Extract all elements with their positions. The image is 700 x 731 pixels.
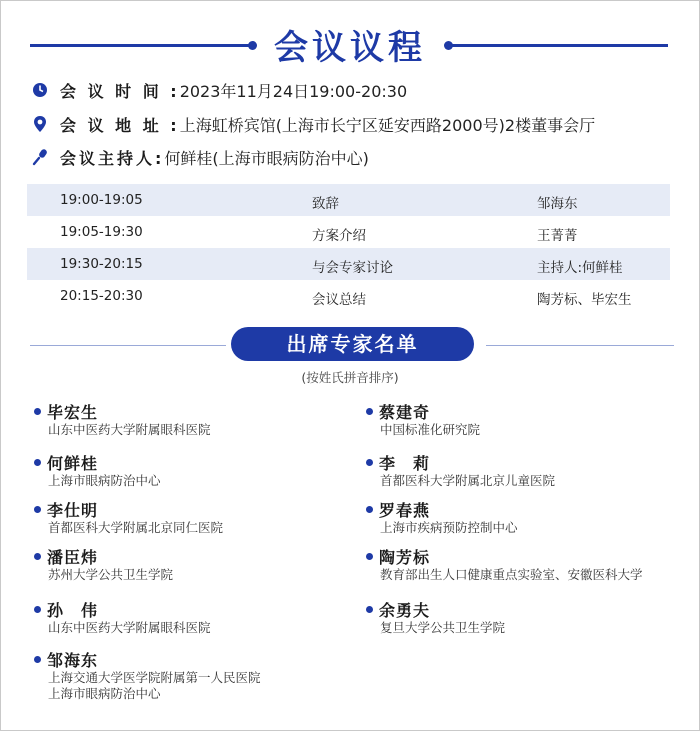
- schedule-person: 王菁菁: [537, 228, 578, 244]
- expert-name: 李 莉: [379, 453, 431, 473]
- info-host-row: [32, 145, 369, 169]
- bullet-icon: [34, 506, 41, 513]
- expert-affiliation: 山东中医药大学附属眼科医院: [48, 620, 211, 635]
- expert-name: 潘臣炜: [47, 547, 99, 567]
- bullet-icon: [34, 459, 41, 466]
- title-rule-right: [452, 44, 668, 47]
- expert-name: 邹海东: [47, 650, 99, 670]
- schedule-row: [27, 184, 670, 216]
- bullet-icon: [34, 656, 41, 663]
- host-value: 何鲜桂(上海市眼病防治中心): [164, 148, 369, 168]
- schedule-row: [27, 216, 670, 248]
- expert-entry: [34, 648, 261, 702]
- expert-affiliation: 首都医科大学附属北京同仁医院: [48, 520, 224, 535]
- expert-name: 蔡建奇: [379, 402, 431, 422]
- title-row: [0, 18, 700, 66]
- title-dot-left: [248, 41, 257, 50]
- expert-affiliation: 中国标准化研究院: [380, 422, 481, 437]
- schedule-time: 19:30-20:15: [60, 256, 143, 272]
- expert-affiliation: 上海交通大学医学院附属第一人民医院: [48, 670, 261, 685]
- schedule-time: 20:15-20:30: [60, 288, 143, 304]
- expert-affiliation: 上海市疾病预防控制中心: [380, 520, 518, 535]
- expert-affiliation: 教育部出生人口健康重点实验室、安徽医科大学: [380, 567, 643, 582]
- bullet-icon: [366, 506, 373, 513]
- expert-name: 余勇夫: [379, 600, 431, 620]
- expert-affiliation: 山东中医药大学附属眼科医院: [48, 422, 211, 437]
- bullet-icon: [34, 553, 41, 560]
- page-title: 会议议程: [274, 28, 426, 68]
- microphone-icon: [32, 148, 48, 166]
- expert-affiliation-secondary: 上海市眼病防治中心: [48, 686, 161, 701]
- schedule-row: [27, 280, 670, 312]
- clock-icon: [32, 81, 48, 99]
- expert-affiliation: 复旦大学公共卫生学院: [380, 620, 506, 635]
- expert-name: 毕宏生: [47, 402, 99, 422]
- expert-affiliation: 苏州大学公共卫生学院: [48, 567, 174, 582]
- expert-name: 何鲜桂: [47, 453, 99, 473]
- schedule-table: [27, 184, 670, 312]
- expert-affiliation: 首都医科大学附属北京儿童医院: [380, 473, 556, 488]
- expert-affiliation: 上海市眼病防治中心: [48, 473, 161, 488]
- expert-entry: [366, 451, 555, 489]
- expert-entry: [34, 498, 223, 536]
- schedule-subject: 致辞: [312, 196, 339, 212]
- bullet-icon: [366, 459, 373, 466]
- experts-rule-right: [486, 345, 674, 346]
- expert-entry: [34, 545, 173, 583]
- expert-name: 陶芳标: [379, 547, 431, 567]
- expert-entry: [366, 498, 518, 536]
- schedule-subject: 与会专家讨论: [312, 260, 393, 276]
- schedule-person: 主持人:何鲜桂: [537, 260, 623, 276]
- schedule-person: 邹海东: [537, 196, 578, 212]
- bullet-icon: [366, 553, 373, 560]
- expert-entry: [34, 400, 211, 438]
- info-location-row: [32, 112, 595, 136]
- bullet-icon: [366, 408, 373, 415]
- schedule-row: [27, 248, 670, 280]
- title-rule-left: [30, 44, 252, 47]
- time-value: 2023年11月24日19:00-20:30: [179, 81, 408, 101]
- host-label: 会议主持人:: [60, 148, 165, 168]
- schedule-time: 19:00-19:05: [60, 192, 143, 208]
- expert-entry: [366, 545, 643, 583]
- bullet-icon: [366, 606, 373, 613]
- location-label: 会 议 地 址 :: [60, 115, 180, 135]
- info-time-row: [32, 78, 407, 102]
- time-label: 会 议 时 间 :: [60, 81, 180, 101]
- experts-rule-left: [30, 345, 226, 346]
- schedule-subject: 会议总结: [312, 292, 366, 308]
- expert-name: 孙 伟: [47, 600, 99, 620]
- expert-name: 罗春燕: [379, 500, 431, 520]
- bullet-icon: [34, 606, 41, 613]
- expert-name: 李仕明: [47, 500, 99, 520]
- location-pin-icon: [32, 115, 48, 133]
- experts-sort-note: (按姓氏拼音排序): [301, 370, 399, 385]
- schedule-subject: 方案介绍: [312, 228, 366, 244]
- bullet-icon: [34, 408, 41, 415]
- location-value: 上海虹桥宾馆(上海市长宁区延安西路2000号)2楼董事会厅: [179, 115, 596, 135]
- experts-section-title: 出席专家名单: [231, 327, 474, 361]
- schedule-time: 19:05-19:30: [60, 224, 143, 240]
- expert-entry: [366, 598, 505, 636]
- expert-entry: [34, 598, 211, 636]
- expert-entry: [366, 400, 480, 438]
- schedule-person: 陶芳标、毕宏生: [537, 292, 632, 308]
- expert-entry: [34, 451, 161, 489]
